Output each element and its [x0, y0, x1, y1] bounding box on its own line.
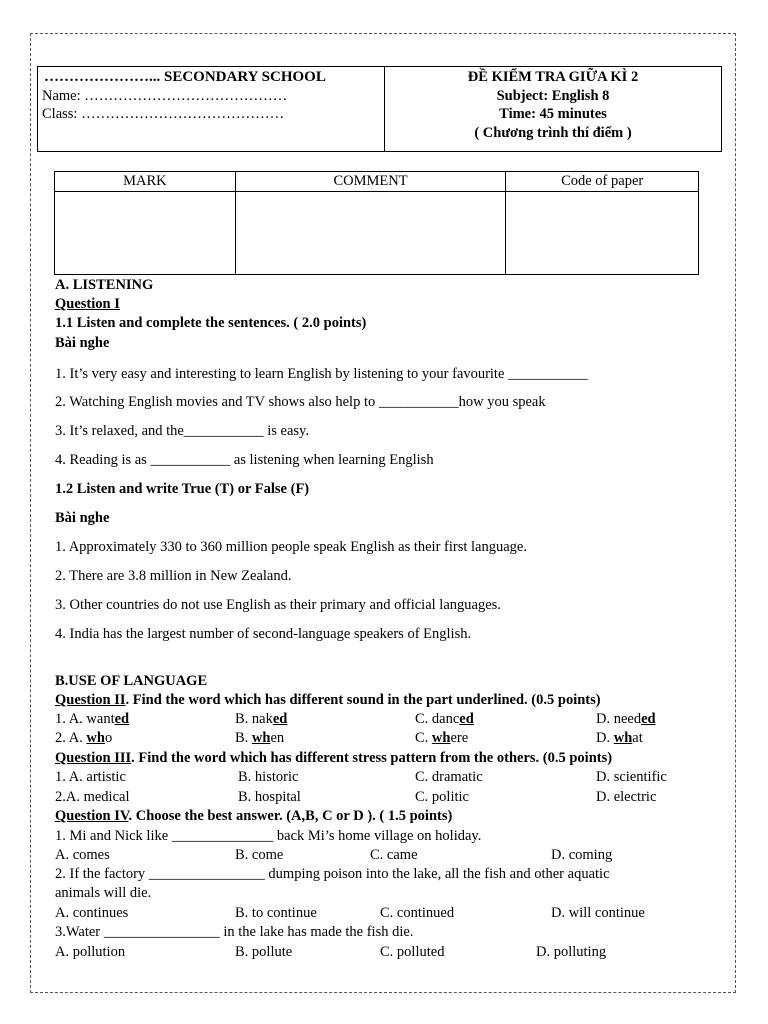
q1-1-item: 4. Reading is as ___________ as listening when learning English: [55, 452, 434, 468]
question-4-instruction: . Choose the best answer. (A,B, C or D ). ( 1.5 points): [128, 808, 453, 824]
q3-option: D. electric: [596, 789, 657, 805]
q4-option: C. came: [370, 847, 418, 863]
name-line: Name: ……………………………………: [42, 88, 288, 104]
mark-header: MARK: [55, 172, 236, 192]
q3-option: B. hospital: [238, 789, 301, 805]
q1-2-item: 3. Other countries do not use English as their primary and official languages.: [55, 597, 501, 613]
q1-2-title: 1.2 Listen and write True (T) or False (F): [55, 481, 310, 497]
question-2-instruction: . Find the word which has different sound in the part underlined. (0.5 points): [125, 692, 601, 708]
q4-stem: 3.Water ________________ in the lake has made the fish die.: [55, 924, 414, 940]
q1-1-item: 2. Watching English movies and TV shows also help to ___________how you speak: [55, 394, 546, 410]
q1-2-item: 4. India has the largest number of second-language speakers of English.: [55, 626, 472, 642]
q2-option: D. what: [596, 730, 643, 746]
code-header: Code of paper: [506, 172, 699, 192]
q4-stem: 2. If the factory ________________ dumping poison into the lake, all the fish and other aquatic: [55, 866, 610, 882]
q1-1-audio-label: Bài nghe: [55, 335, 110, 351]
q2-option: 2. A. who: [55, 730, 113, 746]
comment-header: COMMENT: [235, 172, 506, 192]
q4-stem-continued: animals will die.: [55, 885, 152, 901]
q2-option: D. needed: [596, 711, 656, 727]
exam-program: ( Chương trình thí điểm ): [474, 125, 632, 141]
q4-option: D. coming: [551, 847, 613, 863]
q1-1-item: 3. It’s relaxed, and the___________ is easy.: [55, 423, 309, 439]
q4-option: C. continued: [380, 905, 455, 921]
q1-1-title: 1.1 Listen and complete the sentences. ( 2.0 points): [55, 315, 367, 331]
q2-option: C. where: [415, 730, 469, 746]
q2-option: 1. A. wanted: [55, 711, 130, 727]
comment-cell[interactable]: [235, 192, 506, 275]
q2-option: C. danced: [415, 711, 474, 727]
q4-option: B. pollute: [235, 944, 293, 960]
exam-title: ĐỀ KIỂM TRA GIỮA KÌ 2: [467, 69, 639, 85]
question-2-heading: [55, 692, 601, 709]
mark-cell[interactable]: [55, 192, 236, 275]
question-3-instruction: . Find the word which has different stress pattern from the others. (0.5 points): [131, 750, 613, 766]
exam-time: Time: 45 minutes: [499, 106, 607, 122]
question-2-label: Question II: [55, 692, 126, 708]
q3-option: C. politic: [415, 789, 469, 805]
mark-table: [54, 171, 699, 275]
q2-option: B. naked: [235, 711, 288, 727]
q4-option: B. to continue: [235, 905, 317, 921]
q3-option: B. historic: [238, 769, 299, 785]
section-a-title: A. LISTENING: [55, 277, 154, 293]
section-b-title: B.USE OF LANGUAGE: [55, 673, 208, 689]
q4-option: C. polluted: [380, 944, 445, 960]
code-cell[interactable]: [506, 192, 699, 275]
question-1-label: Question I: [55, 296, 120, 312]
q4-stem: 1. Mi and Nick like ______________ back Mi’s home village on holiday.: [55, 828, 482, 844]
q2-option: B. when: [235, 730, 285, 746]
q3-option: 2.A. medical: [55, 789, 130, 805]
exam-subject: Subject: English 8: [496, 88, 610, 104]
q3-option: C. dramatic: [415, 769, 483, 785]
q4-option: D. will continue: [551, 905, 645, 921]
q3-option: D. scientific: [596, 769, 667, 785]
q4-option: B. come: [235, 847, 284, 863]
q1-2-audio-label: Bài nghe: [55, 510, 110, 526]
q1-2-item: 2. There are 3.8 million in New Zealand.: [55, 568, 292, 584]
question-3-heading: [55, 750, 612, 767]
school-name: …………………... SECONDARY SCHOOL: [44, 69, 326, 85]
question-4-heading: [55, 808, 452, 825]
q1-1-item: 1. It’s very easy and interesting to learn English by listening to your favourite ___________: [55, 366, 588, 382]
q3-option: 1. A. artistic: [55, 769, 126, 785]
q4-option: A. comes: [55, 847, 110, 863]
question-4-label: Question IV: [55, 808, 129, 824]
question-3-label: Question III: [55, 750, 132, 766]
class-line: Class: ……………………………………: [42, 106, 285, 122]
q4-option: D. polluting: [536, 944, 607, 960]
q1-2-item: 1. Approximately 330 to 360 million people speak English as their first language.: [55, 539, 527, 555]
q4-option: A. pollution: [55, 944, 126, 960]
q4-option: A. continues: [55, 905, 129, 921]
